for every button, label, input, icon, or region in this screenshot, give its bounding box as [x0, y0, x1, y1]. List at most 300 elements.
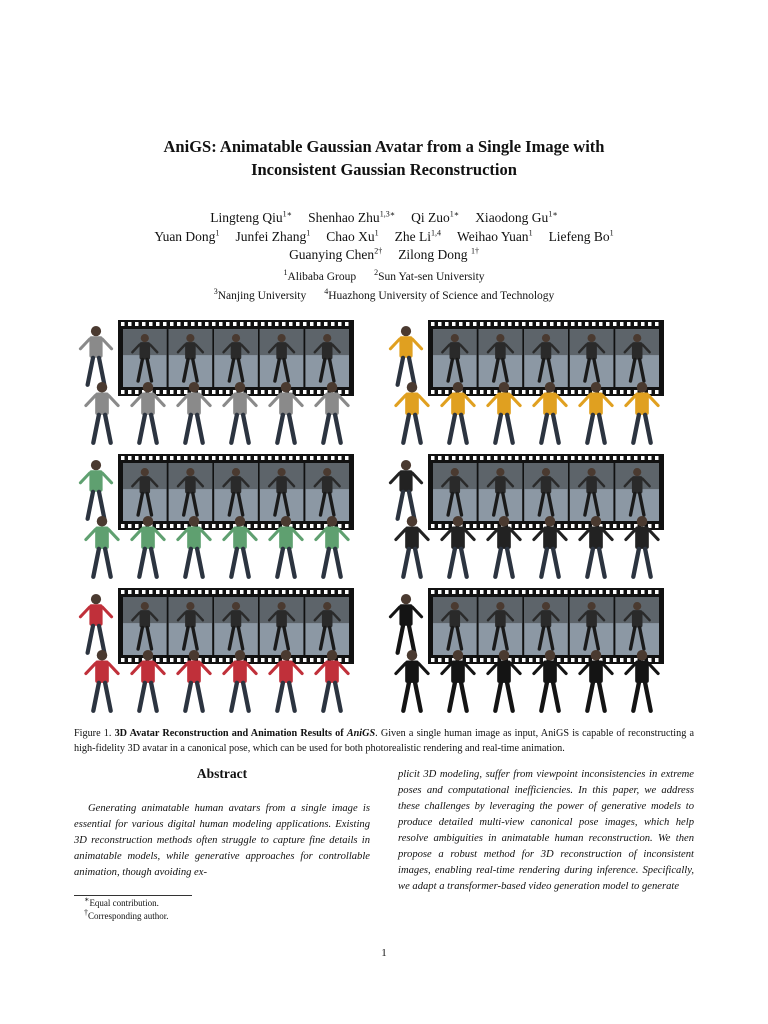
film-perforation	[170, 524, 174, 528]
film-perforation	[296, 456, 300, 460]
film-perforation	[606, 524, 610, 528]
film-perforation	[149, 590, 153, 594]
film-perforation	[289, 456, 293, 460]
film-perforation	[268, 390, 272, 394]
film-perforation	[522, 390, 526, 394]
film-perforation	[564, 322, 568, 326]
title-line-2: Inconsistent Gaussian Reconstruction	[251, 160, 517, 179]
film-perforation	[135, 590, 139, 594]
film-perforation	[571, 322, 575, 326]
film-perforation	[431, 390, 435, 394]
film-perforation	[184, 658, 188, 662]
film-perforation	[592, 456, 596, 460]
teaser-figure	[74, 316, 694, 718]
authors-row-2	[0, 227, 768, 246]
film-perforation	[226, 322, 230, 326]
film-perforation	[247, 390, 251, 394]
film-perforation	[261, 322, 265, 326]
film-perforation	[494, 390, 498, 394]
film-perforation	[473, 590, 477, 594]
film-perforation	[247, 456, 251, 460]
film-perforation	[212, 524, 216, 528]
film-perforation	[254, 524, 258, 528]
film-perforation	[515, 390, 519, 394]
film-perforation	[219, 322, 223, 326]
film-perforation	[261, 390, 265, 394]
film-perforation	[156, 322, 160, 326]
film-perforation	[163, 322, 167, 326]
film-perforation	[438, 390, 442, 394]
film-perforation	[480, 524, 484, 528]
film-perforation	[240, 322, 244, 326]
film-perforation	[501, 322, 505, 326]
author-name: Junfei Zhang$^1$	[235, 228, 311, 244]
film-perforation	[459, 590, 463, 594]
film-perforation	[438, 524, 442, 528]
film-perforation	[480, 658, 484, 662]
film-perforation	[226, 456, 230, 460]
title-line-1: AniGS: Animatable Gaussian Avatar from a Single Image with	[163, 137, 605, 156]
input-subject	[80, 594, 111, 653]
film-perforation	[128, 590, 132, 594]
film-perforation	[543, 590, 547, 594]
film-perforation	[466, 658, 470, 662]
film-perforation	[585, 456, 589, 460]
film-perforation	[205, 390, 209, 394]
film-perforation	[296, 590, 300, 594]
film-perforation	[163, 590, 167, 594]
film-perforation	[163, 524, 167, 528]
film-perforation	[431, 524, 435, 528]
author-name: Yuan Dong$^1$	[154, 228, 220, 244]
film-perforation	[247, 524, 251, 528]
film-perforation	[529, 390, 533, 394]
film-perforation	[310, 524, 314, 528]
film-perforation	[170, 390, 174, 394]
film-perforation	[613, 390, 617, 394]
film-perforation	[219, 456, 223, 460]
film-perforation	[578, 590, 582, 594]
film-perforation	[564, 658, 568, 662]
film-perforation	[522, 658, 526, 662]
film-perforation	[634, 322, 638, 326]
film-perforation	[170, 322, 174, 326]
film-perforation	[135, 322, 139, 326]
film-perforation	[310, 590, 314, 594]
film-perforation	[627, 456, 631, 460]
film-perforation	[459, 456, 463, 460]
film-perforation	[275, 658, 279, 662]
film-perforation	[627, 590, 631, 594]
film-perforation	[648, 322, 652, 326]
film-perforation	[592, 322, 596, 326]
film-perforation	[275, 456, 279, 460]
film-perforation	[431, 590, 435, 594]
film-perforation	[282, 590, 286, 594]
film-perforation	[163, 390, 167, 394]
film-perforation	[536, 322, 540, 326]
film-perforation	[473, 658, 477, 662]
film-perforation	[480, 590, 484, 594]
film-perforation	[338, 590, 342, 594]
film-perforation	[198, 456, 202, 460]
film-perforation	[177, 590, 181, 594]
film-perforation	[191, 590, 195, 594]
film-perforation	[473, 390, 477, 394]
film-perforation	[606, 456, 610, 460]
film-perforation	[627, 390, 631, 394]
film-perforation	[522, 524, 526, 528]
film-perforation	[331, 322, 335, 326]
affiliation: $^3$Nanjing University	[213, 287, 307, 302]
film-perforation	[578, 524, 582, 528]
film-perforation	[317, 524, 321, 528]
input-subject	[80, 326, 111, 385]
film-perforation	[648, 658, 652, 662]
film-perforation	[268, 524, 272, 528]
author-name: Chao Xu$^1$	[326, 228, 379, 244]
caption-body: . Given a single human image as input, AniGS is capable of reconstructing a high-fidelity 3D avatar in a canonical pose, which can be used for both photorealistic rendering and real-time animation.	[74, 728, 694, 754]
film-perforation	[571, 590, 575, 594]
film-perforation	[508, 590, 512, 594]
film-perforation	[240, 456, 244, 460]
film-perforation	[557, 658, 561, 662]
film-perforation	[226, 658, 230, 662]
film-perforation	[233, 322, 237, 326]
film-perforation	[606, 322, 610, 326]
film-perforation	[198, 590, 202, 594]
film-perforation	[226, 524, 230, 528]
film-perforation	[550, 590, 554, 594]
film-perforation	[338, 322, 342, 326]
film-perforation	[445, 390, 449, 394]
film-perforation	[606, 658, 610, 662]
film-perforation	[543, 456, 547, 460]
film-perforation	[466, 390, 470, 394]
film-perforation	[445, 322, 449, 326]
author-name: Qi Zuo$^{1∗}$	[411, 209, 460, 225]
film-perforation	[275, 524, 279, 528]
film-perforation	[170, 590, 174, 594]
film-perforation	[431, 456, 435, 460]
film-perforation	[261, 524, 265, 528]
film-perforation	[578, 322, 582, 326]
film-perforation	[459, 322, 463, 326]
film-perforation	[585, 590, 589, 594]
caption-prefix: Figure 1.	[74, 728, 112, 739]
caption-method-name: AniGS	[346, 728, 376, 739]
film-perforation	[289, 322, 293, 326]
film-perforation	[564, 590, 568, 594]
film-perforation	[578, 658, 582, 662]
film-perforation	[345, 456, 349, 460]
film-perforation	[296, 322, 300, 326]
film-perforation	[536, 590, 540, 594]
film-perforation	[212, 322, 216, 326]
film-perforation	[599, 590, 603, 594]
film-perforation	[331, 456, 335, 460]
film-perforation	[438, 590, 442, 594]
affiliations-row-1	[0, 269, 768, 285]
film-perforation	[613, 590, 617, 594]
film-perforation	[606, 390, 610, 394]
film-perforation	[317, 322, 321, 326]
film-perforation	[317, 390, 321, 394]
film-perforation	[452, 456, 456, 460]
film-perforation	[599, 322, 603, 326]
film-perforation	[445, 456, 449, 460]
film-perforation	[564, 390, 568, 394]
film-perforation	[121, 524, 125, 528]
film-perforation	[515, 524, 519, 528]
film-perforation	[648, 456, 652, 460]
film-perforation	[303, 590, 307, 594]
author-name: Zilong Dong $^{1\dagger}$	[398, 246, 479, 262]
film-perforation	[338, 390, 342, 394]
film-perforation	[557, 390, 561, 394]
film-perforation	[655, 390, 659, 394]
film-perforation	[338, 524, 342, 528]
film-perforation	[128, 456, 132, 460]
film-perforation	[121, 658, 125, 662]
film-perforation	[515, 456, 519, 460]
film-perforation	[296, 390, 300, 394]
film-perforation	[303, 658, 307, 662]
film-perforation	[317, 590, 321, 594]
film-perforation	[473, 456, 477, 460]
film-perforation	[655, 590, 659, 594]
film-perforation	[620, 658, 624, 662]
film-perforation	[515, 590, 519, 594]
film-perforation	[487, 590, 491, 594]
film-perforation	[634, 590, 638, 594]
film-perforation	[585, 524, 589, 528]
film-perforation	[438, 456, 442, 460]
film-perforation	[564, 456, 568, 460]
input-subject	[390, 460, 421, 519]
film-perforation	[324, 322, 328, 326]
film-perforation	[205, 322, 209, 326]
film-perforation	[445, 590, 449, 594]
film-perforation	[655, 322, 659, 326]
film-perforation	[170, 658, 174, 662]
film-perforation	[135, 390, 139, 394]
author-name: Zhe Li$^{1,4}$	[394, 228, 442, 244]
film-perforation	[578, 390, 582, 394]
film-perforation	[480, 390, 484, 394]
film-perforation	[149, 456, 153, 460]
film-perforation	[142, 456, 146, 460]
film-perforation	[487, 658, 491, 662]
film-perforation	[655, 658, 659, 662]
film-perforation	[641, 322, 645, 326]
film-perforation	[254, 322, 258, 326]
film-perforation	[338, 456, 342, 460]
film-perforation	[345, 390, 349, 394]
film-perforation	[205, 658, 209, 662]
film-perforation	[233, 590, 237, 594]
author-name: Liefeng Bo$^1$	[548, 228, 614, 244]
film-perforation	[627, 322, 631, 326]
footnote-rule	[74, 895, 192, 896]
film-perforation	[310, 390, 314, 394]
film-perforation	[317, 658, 321, 662]
film-perforation	[205, 456, 209, 460]
film-perforation	[438, 322, 442, 326]
film-perforation	[345, 658, 349, 662]
film-perforation	[135, 524, 139, 528]
footnote-equal-contribution: ∗Equal contribution.	[84, 895, 159, 908]
film-perforation	[494, 658, 498, 662]
film-perforation	[296, 658, 300, 662]
film-perforation	[296, 524, 300, 528]
film-perforation	[431, 658, 435, 662]
film-perforation	[585, 390, 589, 394]
affiliation: $^4$Huazhong University of Science and Technology	[324, 287, 555, 302]
footnote-corresponding-author: †Corresponding author.	[84, 908, 169, 921]
affiliation: $^2$Sun Yat-sen University	[374, 268, 485, 283]
film-perforation	[536, 390, 540, 394]
film-perforation	[550, 456, 554, 460]
film-perforation	[247, 322, 251, 326]
film-perforation	[634, 456, 638, 460]
film-perforation	[121, 590, 125, 594]
film-perforation	[494, 456, 498, 460]
film-perforation	[156, 456, 160, 460]
film-perforation	[550, 322, 554, 326]
film-perforation	[212, 658, 216, 662]
film-perforation	[585, 658, 589, 662]
film-perforation	[473, 322, 477, 326]
film-perforation	[324, 590, 328, 594]
film-perforation	[508, 322, 512, 326]
film-perforation	[494, 524, 498, 528]
film-perforation	[648, 590, 652, 594]
film-perforation	[466, 456, 470, 460]
film-perforation	[606, 590, 610, 594]
film-perforation	[620, 390, 624, 394]
film-perforation	[135, 658, 139, 662]
film-perforation	[156, 590, 160, 594]
animated-avatar	[86, 516, 118, 577]
animated-avatar	[396, 516, 428, 577]
film-perforation	[184, 322, 188, 326]
film-perforation	[247, 590, 251, 594]
film-perforation	[170, 456, 174, 460]
input-subject	[390, 594, 421, 653]
film-perforation	[557, 524, 561, 528]
film-perforation	[219, 590, 223, 594]
film-perforation	[142, 322, 146, 326]
film-perforation	[177, 456, 181, 460]
film-perforation	[303, 524, 307, 528]
film-perforation	[254, 390, 258, 394]
author-name: Shenhao Zhu$^{1,3∗}$	[308, 209, 396, 225]
film-perforation	[345, 590, 349, 594]
film-perforation	[515, 322, 519, 326]
film-perforation	[177, 322, 181, 326]
film-perforation	[324, 456, 328, 460]
animated-avatar	[396, 650, 428, 711]
film-perforation	[571, 658, 575, 662]
film-perforation	[466, 524, 470, 528]
film-perforation	[501, 456, 505, 460]
film-perforation	[345, 524, 349, 528]
film-perforation	[261, 658, 265, 662]
film-perforation	[219, 390, 223, 394]
film-perforation	[184, 524, 188, 528]
film-perforation	[536, 456, 540, 460]
animated-avatar	[86, 650, 118, 711]
film-perforation	[648, 390, 652, 394]
film-perforation	[212, 456, 216, 460]
film-perforation	[121, 456, 125, 460]
film-perforation	[338, 658, 342, 662]
film-perforation	[480, 322, 484, 326]
film-perforation	[557, 590, 561, 594]
film-perforation	[536, 658, 540, 662]
film-perforation	[261, 456, 265, 460]
film-perforation	[627, 524, 631, 528]
film-perforation	[445, 524, 449, 528]
film-perforation	[156, 658, 160, 662]
film-perforation	[613, 456, 617, 460]
film-perforation	[529, 524, 533, 528]
film-perforation	[613, 658, 617, 662]
film-perforation	[641, 456, 645, 460]
film-perforation	[592, 590, 596, 594]
film-perforation	[564, 524, 568, 528]
film-perforation	[282, 322, 286, 326]
film-perforation	[655, 524, 659, 528]
film-perforation	[508, 456, 512, 460]
film-perforation	[452, 590, 456, 594]
film-perforation	[303, 322, 307, 326]
film-perforation	[480, 456, 484, 460]
film-perforation	[149, 322, 153, 326]
authors-row-1	[0, 208, 768, 227]
film-perforation	[620, 524, 624, 528]
film-perforation	[268, 322, 272, 326]
film-perforation	[310, 322, 314, 326]
film-perforation	[219, 658, 223, 662]
film-perforation	[128, 524, 132, 528]
film-perforation	[128, 390, 132, 394]
film-perforation	[620, 322, 624, 326]
film-perforation	[261, 590, 265, 594]
film-perforation	[627, 658, 631, 662]
film-perforation	[655, 456, 659, 460]
film-perforation	[226, 590, 230, 594]
film-perforation	[613, 322, 617, 326]
film-perforation	[191, 322, 195, 326]
film-perforation	[522, 322, 526, 326]
film-perforation	[212, 390, 216, 394]
author-name: Lingteng Qiu$^{1∗}$	[210, 209, 293, 225]
film-perforation	[142, 590, 146, 594]
film-perforation	[191, 456, 195, 460]
film-perforation	[501, 590, 505, 594]
film-perforation	[557, 456, 561, 460]
film-perforation	[571, 390, 575, 394]
film-perforation	[275, 390, 279, 394]
film-perforation	[268, 658, 272, 662]
film-perforation	[529, 658, 533, 662]
film-perforation	[205, 590, 209, 594]
film-perforation	[331, 590, 335, 594]
film-perforation	[522, 590, 526, 594]
film-perforation	[268, 456, 272, 460]
